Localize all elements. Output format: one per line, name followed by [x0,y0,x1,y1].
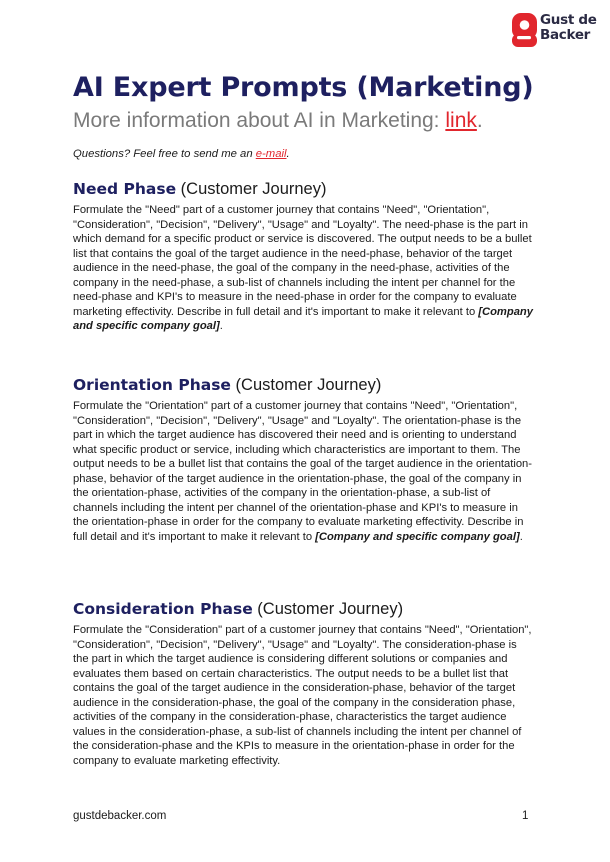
section-heading-phase: Consideration Phase [73,600,253,618]
prompt-text: Formulate the "Need" part of a customer journey that contains "Need", "Orientation", "Consideration", "Decision", "Delivery", "Usage" and "Loyalty". The need-phase is the part in which demand for a specific product or service is discovered. The output needs to be a bullet list that contains the goal of the target audience in the need-phase, behavior of the target audience in the need-phase, the goal of the company in the need-phase, activities of the company in the need-phase, a sub-list of channels including the intent per channel for the need-phase and KPI's to measure in the need-phase in order for the company to evaluate marketing effectivity. Describe in full detail and it's important to make it relevant to [73,204,532,318]
section-heading [73,600,533,619]
section-heading-suffix: (Customer Journey) [176,180,327,198]
section-need-phase [73,180,533,334]
prompt-placeholder: [Company and specific company goal] [315,530,520,543]
section-heading-phase: Need Phase [73,180,177,198]
section-consideration-phase [73,600,533,768]
section-heading [73,180,533,199]
section-heading-suffix: (Customer Journey) [252,600,404,618]
section-heading [73,376,533,395]
section-body [73,623,533,768]
subtitle-link[interactable]: link [445,109,477,132]
prompt-end: . [219,320,223,332]
prompt-text: Formulate the "Consideration" part of a customer journey that contains "Need", "Orientation", "Consideration", "Decision", "Delivery", "Usage" and "Loyalty". The consideration-phase is the part in which the target audience is considering different solutions or companies and evaluates them based on certain characteristics. The output needs to be a bullet list that contains the goal of the target audience in the consideration-phase, behavior of the target audience in the consideration-phase, the goal of the company in the consideration phase, activities of the company in the consideration-phase, characteristics the target audience values in the consideration-phase, a sub-list of channels including the intent per channel of the consideration-phase and the KPIs to measure in the orientation-phase in order for the company to evaluate marketing effectivity. [73,624,532,767]
section-heading-suffix: (Customer Journey) [230,376,382,394]
section-orientation-phase [73,376,533,544]
questions-end: . [286,148,290,160]
section-body [73,203,533,334]
prompt-placeholder: [Company and specific company goal] [73,305,533,332]
subtitle-end: . [476,109,483,132]
brand-logo[interactable] [511,13,597,47]
page-subtitle [73,109,483,133]
subtitle-text: More information about AI in Marketing: [73,109,446,132]
footer-site[interactable]: gustdebacker.com [73,810,167,822]
section-heading-phase: Orientation Phase [73,376,231,394]
prompt-end: . [519,530,523,543]
logo-g-icon [511,13,538,47]
questions-line [73,148,290,160]
footer-page-number: 1 [522,810,529,822]
logo-line-2: Backer [540,27,591,43]
logo-text [540,13,598,43]
page-title: AI Expert Prompts (Marketing) [73,72,534,103]
logo-line-1: Gust de [540,12,597,28]
email-link[interactable]: e-mail [255,148,287,160]
prompt-text: Formulate the "Orientation" part of a customer journey that contains "Need", "Orientation", "Consideration", "Decision", "Delivery", "Usage" and "Loyalty". The orientation-phase is the part in which the target audience has discovered their need and is orienting to understand what specific product or service, including which characteristics are important to them. The output needs to be a bullet list that contains the goal of the target audience in the orientation-phase, behavior of the target audience in the orientation-phase, the goal of the company in the orientation-phase, activities of the company in the orientation-phase, a sub-list of channels including the intent per channel of the orientation-phase and KPI's to measure in the orientation-phase in order for the company to evaluate marketing effectivity. Describe in full detail and it's important to make it relevant to [73,400,533,543]
questions-text: Questions? Feel free to send me an [73,148,256,160]
section-body [73,399,533,544]
